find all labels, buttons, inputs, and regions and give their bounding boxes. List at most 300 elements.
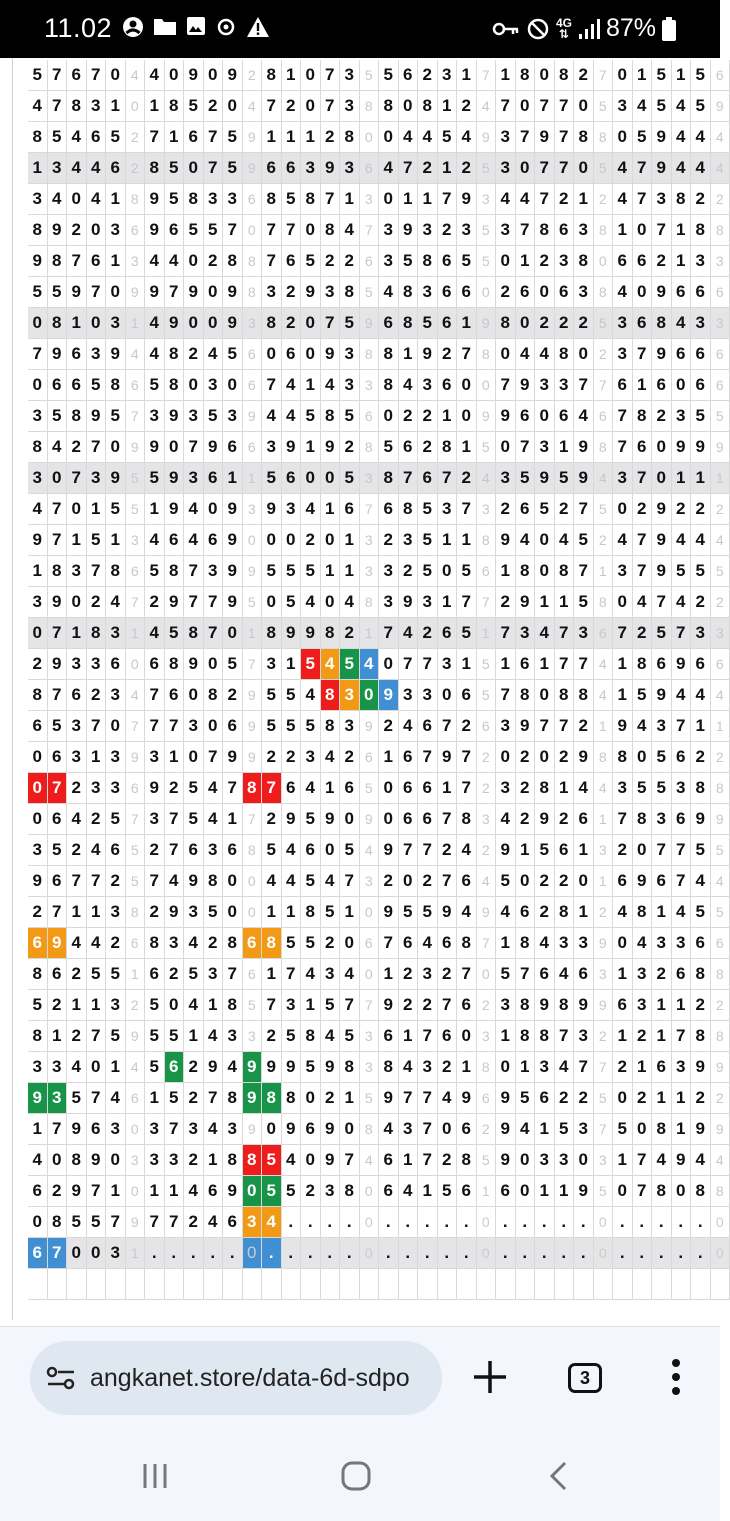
table-cell: 5 bbox=[126, 866, 146, 897]
table-cell: 4 bbox=[379, 277, 399, 308]
table-cell: 9 bbox=[360, 308, 380, 339]
table-cell: 2 bbox=[282, 308, 302, 339]
table-cell: 3 bbox=[535, 1145, 555, 1176]
table-cell: 5 bbox=[594, 494, 614, 525]
table-cell: 7 bbox=[282, 959, 302, 990]
table-cell: 0 bbox=[399, 866, 419, 897]
table-cell: 2 bbox=[711, 990, 730, 1021]
table-cell: 0 bbox=[301, 339, 321, 370]
table-cell: 4 bbox=[145, 525, 165, 556]
table-cell: 7 bbox=[321, 184, 341, 215]
table-cell: 7 bbox=[477, 60, 497, 91]
table-cell: 7 bbox=[340, 866, 360, 897]
table-row bbox=[28, 618, 730, 649]
table-cell: 9 bbox=[87, 1145, 107, 1176]
table-cell: 1 bbox=[418, 184, 438, 215]
table-cell: 0 bbox=[28, 370, 48, 401]
table-cell: . bbox=[633, 1207, 653, 1238]
table-cell: 7 bbox=[633, 1145, 653, 1176]
table-cell: 4 bbox=[535, 339, 555, 370]
table-cell: 9 bbox=[243, 122, 263, 153]
table-cell: 0 bbox=[262, 587, 282, 618]
table-cell: 8 bbox=[165, 556, 185, 587]
table-cell: . bbox=[672, 1238, 692, 1269]
table-cell: 7 bbox=[262, 215, 282, 246]
table-cell: 7 bbox=[535, 153, 555, 184]
table-cell: 0 bbox=[184, 308, 204, 339]
table-cell: 1 bbox=[340, 897, 360, 928]
battery-percent: 87% bbox=[606, 14, 656, 43]
data-table-area[interactable] bbox=[0, 58, 720, 1326]
empty-cell bbox=[633, 1269, 653, 1300]
table-cell: 4 bbox=[633, 587, 653, 618]
table-cell: 6 bbox=[67, 370, 87, 401]
table-cell: 3 bbox=[379, 246, 399, 277]
table-cell: 4 bbox=[379, 153, 399, 184]
table-cell: 6 bbox=[28, 928, 48, 959]
table-cell: 4 bbox=[67, 804, 87, 835]
table-cell: 5 bbox=[360, 60, 380, 91]
table-cell: 1 bbox=[145, 1176, 165, 1207]
table-cell: . bbox=[340, 1207, 360, 1238]
table-cell: 2 bbox=[243, 60, 263, 91]
empty-cell bbox=[652, 1269, 672, 1300]
table-cell: 9 bbox=[574, 463, 594, 494]
table-cell: 1 bbox=[399, 339, 419, 370]
table-cell: 3 bbox=[106, 990, 126, 1021]
table-cell: 8 bbox=[477, 339, 497, 370]
table-cell: 6 bbox=[223, 432, 243, 463]
table-cell: 3 bbox=[301, 742, 321, 773]
table-cell: 0 bbox=[594, 246, 614, 277]
table-cell: 2 bbox=[418, 153, 438, 184]
table-cell: 4 bbox=[711, 866, 730, 897]
table-cell: 6 bbox=[613, 990, 633, 1021]
table-cell: 3 bbox=[28, 463, 48, 494]
home-icon[interactable] bbox=[340, 1460, 372, 1492]
table-cell: 0 bbox=[594, 1207, 614, 1238]
table-cell: 6 bbox=[399, 742, 419, 773]
table-cell: 7 bbox=[145, 1207, 165, 1238]
table-cell: 4 bbox=[555, 525, 575, 556]
table-cell: 6 bbox=[282, 773, 302, 804]
table-cell: 9 bbox=[223, 60, 243, 91]
table-cell: 5 bbox=[438, 1176, 458, 1207]
table-cell: 6 bbox=[126, 773, 146, 804]
table-cell: 6 bbox=[243, 432, 263, 463]
table-cell: 5 bbox=[301, 246, 321, 277]
table-cell: 5 bbox=[652, 742, 672, 773]
table-cell: 3 bbox=[87, 339, 107, 370]
table-cell: 7 bbox=[496, 91, 516, 122]
table-cell: 2 bbox=[438, 959, 458, 990]
table-cell: 8 bbox=[477, 525, 497, 556]
table-cell: 3 bbox=[165, 928, 185, 959]
table-cell: 1 bbox=[438, 525, 458, 556]
back-icon[interactable] bbox=[548, 1460, 568, 1492]
table-cell: 0 bbox=[613, 494, 633, 525]
table-cell: 7 bbox=[165, 277, 185, 308]
table-cell: 8 bbox=[106, 556, 126, 587]
table-cell: 3 bbox=[282, 990, 302, 1021]
table-cell: 4 bbox=[28, 494, 48, 525]
table-cell: 7 bbox=[613, 432, 633, 463]
table-cell: 5 bbox=[145, 463, 165, 494]
table-cell: 4 bbox=[418, 122, 438, 153]
table-cell: . bbox=[184, 1238, 204, 1269]
table-cell: 4 bbox=[67, 928, 87, 959]
table-cell: 6 bbox=[243, 370, 263, 401]
table-cell: 8 bbox=[516, 680, 536, 711]
table-cell: 9 bbox=[48, 928, 68, 959]
table-cell: 2 bbox=[184, 1145, 204, 1176]
table-cell: 7 bbox=[48, 897, 68, 928]
table-cell: 6 bbox=[555, 401, 575, 432]
table-cell: 8 bbox=[223, 246, 243, 277]
table-cell: 9 bbox=[243, 1114, 263, 1145]
empty-cell bbox=[574, 1269, 594, 1300]
table-cell: 3 bbox=[360, 463, 380, 494]
table-cell: 4 bbox=[360, 649, 380, 680]
empty-cell bbox=[48, 1269, 68, 1300]
table-cell: 2 bbox=[691, 1083, 711, 1114]
table-cell: 6 bbox=[165, 525, 185, 556]
table-cell: 6 bbox=[496, 1176, 516, 1207]
table-cell: 5 bbox=[555, 1114, 575, 1145]
table-cell: 7 bbox=[613, 618, 633, 649]
table-cell: 3 bbox=[340, 680, 360, 711]
table-cell: 4 bbox=[613, 184, 633, 215]
table-cell: 0 bbox=[516, 308, 536, 339]
table-cell: 7 bbox=[340, 990, 360, 1021]
table-cell: 9 bbox=[360, 804, 380, 835]
table-cell: 9 bbox=[106, 463, 126, 494]
table-cell: 8 bbox=[204, 680, 224, 711]
table-cell: 7 bbox=[48, 618, 68, 649]
table-cell: 2 bbox=[535, 246, 555, 277]
table-cell: 3 bbox=[126, 1145, 146, 1176]
table-cell: 9 bbox=[243, 1083, 263, 1114]
table-cell: 9 bbox=[457, 1083, 477, 1114]
table-cell: 3 bbox=[360, 184, 380, 215]
table-cell: 9 bbox=[223, 587, 243, 618]
table-cell: 4 bbox=[594, 463, 614, 494]
empty-cell bbox=[28, 1269, 48, 1300]
table-cell: 5 bbox=[184, 804, 204, 835]
address-bar[interactable] bbox=[30, 1341, 442, 1415]
table-cell: 8 bbox=[516, 1021, 536, 1052]
table-cell: 2 bbox=[594, 339, 614, 370]
table-cell: 8 bbox=[243, 835, 263, 866]
table-cell: 1 bbox=[145, 1083, 165, 1114]
table-cell: 5 bbox=[594, 91, 614, 122]
table-cell: 3 bbox=[379, 556, 399, 587]
table-cell: 2 bbox=[165, 959, 185, 990]
table-cell: 0 bbox=[340, 1114, 360, 1145]
table-cell: 3 bbox=[106, 618, 126, 649]
table-cell: 7 bbox=[126, 587, 146, 618]
table-cell: 7 bbox=[145, 122, 165, 153]
table-cell: 0 bbox=[340, 928, 360, 959]
table-cell: 9 bbox=[165, 401, 185, 432]
table-cell: 0 bbox=[652, 463, 672, 494]
table-cell: 3 bbox=[496, 122, 516, 153]
table-cell: 3 bbox=[613, 556, 633, 587]
table-cell: 7 bbox=[555, 91, 575, 122]
new-tab-plus-icon[interactable] bbox=[468, 1355, 512, 1399]
table-cell: . bbox=[652, 1207, 672, 1238]
table-cell: 0 bbox=[633, 277, 653, 308]
table-cell: 8 bbox=[379, 1052, 399, 1083]
table-cell: 7 bbox=[672, 711, 692, 742]
table-cell: . bbox=[496, 1238, 516, 1269]
table-cell: 1 bbox=[594, 804, 614, 835]
table-cell: 6 bbox=[67, 339, 87, 370]
table-cell: 6 bbox=[613, 370, 633, 401]
table-cell: 2 bbox=[691, 494, 711, 525]
table-cell: 5 bbox=[282, 680, 302, 711]
table-cell: 0 bbox=[633, 742, 653, 773]
table-cell: . bbox=[321, 1238, 341, 1269]
table-cell: 3 bbox=[360, 866, 380, 897]
table-cell: 1 bbox=[379, 959, 399, 990]
table-cell: 8 bbox=[321, 215, 341, 246]
table-cell: 9 bbox=[67, 1114, 87, 1145]
table-cell: 5 bbox=[340, 463, 360, 494]
table-cell: 9 bbox=[652, 494, 672, 525]
table-cell: 7 bbox=[457, 773, 477, 804]
table-cell: 8 bbox=[301, 1021, 321, 1052]
table-cell: 9 bbox=[574, 990, 594, 1021]
table-cell: 1 bbox=[282, 649, 302, 680]
table-cell: 5 bbox=[262, 680, 282, 711]
table-cell: 0 bbox=[243, 1238, 263, 1269]
table-cell: 9 bbox=[165, 463, 185, 494]
table-cell: 5 bbox=[106, 959, 126, 990]
table-cell: . bbox=[262, 1238, 282, 1269]
table-cell: 3 bbox=[379, 215, 399, 246]
table-cell: 8 bbox=[321, 680, 341, 711]
table-cell: 0 bbox=[243, 525, 263, 556]
table-cell: 2 bbox=[399, 401, 419, 432]
table-row bbox=[28, 1176, 730, 1207]
table-cell: 1 bbox=[106, 246, 126, 277]
table-cell: 5 bbox=[535, 835, 555, 866]
table-cell: 1 bbox=[672, 215, 692, 246]
table-cell: 1 bbox=[516, 246, 536, 277]
url-text[interactable]: angkanet.store/data-6d-sdpo bbox=[90, 1364, 430, 1393]
table-cell: 9 bbox=[438, 742, 458, 773]
table-cell: 3 bbox=[360, 1021, 380, 1052]
table-cell: 6 bbox=[691, 277, 711, 308]
table-cell: 3 bbox=[711, 246, 730, 277]
table-cell: 7 bbox=[496, 618, 516, 649]
table-cell: 4 bbox=[282, 370, 302, 401]
table-cell: 2 bbox=[418, 401, 438, 432]
table-cell: 6 bbox=[613, 866, 633, 897]
table-cell: 3 bbox=[145, 742, 165, 773]
table-cell: 0 bbox=[535, 60, 555, 91]
table-cell: . bbox=[496, 1207, 516, 1238]
table-cell: 5 bbox=[457, 618, 477, 649]
table-cell: 4 bbox=[67, 153, 87, 184]
table-row bbox=[28, 711, 730, 742]
table-cell: 6 bbox=[477, 556, 497, 587]
table-cell: 9 bbox=[477, 308, 497, 339]
table-cell: 3 bbox=[87, 649, 107, 680]
table-cell: 5 bbox=[165, 184, 185, 215]
table-cell: 3 bbox=[223, 1114, 243, 1145]
table-cell: 6 bbox=[711, 277, 730, 308]
table-cell: 9 bbox=[223, 277, 243, 308]
table-cell: 5 bbox=[67, 1207, 87, 1238]
table-cell: 6 bbox=[184, 122, 204, 153]
table-cell: 3 bbox=[574, 618, 594, 649]
table-cell: . bbox=[535, 1207, 555, 1238]
table-cell: 3 bbox=[223, 401, 243, 432]
table-cell: 8 bbox=[399, 277, 419, 308]
table-cell: 1 bbox=[477, 1176, 497, 1207]
table-cell: 8 bbox=[165, 649, 185, 680]
table-cell: 9 bbox=[165, 587, 185, 618]
table-cell: 1 bbox=[321, 494, 341, 525]
table-cell: 5 bbox=[223, 339, 243, 370]
table-cell: 7 bbox=[516, 122, 536, 153]
table-cell: 7 bbox=[535, 91, 555, 122]
table-row bbox=[28, 215, 730, 246]
table-cell: 4 bbox=[711, 525, 730, 556]
table-row bbox=[28, 463, 730, 494]
table-cell: 5 bbox=[28, 990, 48, 1021]
table-cell: 9 bbox=[691, 1052, 711, 1083]
table-cell: 7 bbox=[87, 1083, 107, 1114]
table-cell: 0 bbox=[67, 587, 87, 618]
table-cell: 7 bbox=[516, 959, 536, 990]
empty-cell bbox=[418, 1269, 438, 1300]
table-cell: 3 bbox=[184, 897, 204, 928]
table-cell: 1 bbox=[399, 1145, 419, 1176]
table-cell: 9 bbox=[184, 60, 204, 91]
table-cell: 6 bbox=[223, 1207, 243, 1238]
table-cell: 0 bbox=[457, 1021, 477, 1052]
table-cell: 5 bbox=[633, 122, 653, 153]
table-cell: 2 bbox=[438, 1145, 458, 1176]
table-cell: 3 bbox=[204, 959, 224, 990]
table-cell: 4 bbox=[574, 773, 594, 804]
table-cell: 5 bbox=[126, 463, 146, 494]
recent-apps-icon[interactable] bbox=[141, 1461, 171, 1491]
table-cell: 0 bbox=[204, 649, 224, 680]
table-cell: 4 bbox=[282, 866, 302, 897]
table-cell: 1 bbox=[165, 742, 185, 773]
table-cell: 7 bbox=[321, 60, 341, 91]
table-cell: 8 bbox=[165, 339, 185, 370]
table-cell: 0 bbox=[67, 1238, 87, 1269]
table-cell: 0 bbox=[223, 618, 243, 649]
table-cell: 9 bbox=[574, 432, 594, 463]
table-cell: 8 bbox=[28, 122, 48, 153]
table-cell: 4 bbox=[301, 680, 321, 711]
table-cell: 4 bbox=[633, 928, 653, 959]
table-cell: 2 bbox=[477, 1114, 497, 1145]
table-cell: 0 bbox=[516, 1176, 536, 1207]
table-cell: 8 bbox=[438, 432, 458, 463]
site-settings-icon[interactable] bbox=[46, 1365, 76, 1391]
table-cell: 3 bbox=[477, 804, 497, 835]
table-cell: 8 bbox=[223, 990, 243, 1021]
table-cell: 2 bbox=[262, 1021, 282, 1052]
table-cell: 9 bbox=[652, 525, 672, 556]
table-cell: . bbox=[399, 1238, 419, 1269]
table-cell: 7 bbox=[28, 339, 48, 370]
table-cell: 1 bbox=[633, 370, 653, 401]
table-cell: 2 bbox=[613, 835, 633, 866]
table-cell: 6 bbox=[204, 1176, 224, 1207]
table-cell: 3 bbox=[184, 463, 204, 494]
table-cell: 8 bbox=[360, 339, 380, 370]
table-cell: 0 bbox=[516, 153, 536, 184]
table-cell: 2 bbox=[67, 1021, 87, 1052]
table-cell: 3 bbox=[28, 1052, 48, 1083]
table-cell: 7 bbox=[379, 618, 399, 649]
table-cell: 2 bbox=[594, 525, 614, 556]
table-cell: 4 bbox=[262, 401, 282, 432]
table-cell: 7 bbox=[48, 60, 68, 91]
table-cell: 0 bbox=[28, 1207, 48, 1238]
empty-cell bbox=[672, 1269, 692, 1300]
table-cell: 9 bbox=[652, 277, 672, 308]
table-cell: 0 bbox=[496, 742, 516, 773]
table-cell: 0 bbox=[360, 680, 380, 711]
table-cell: 8 bbox=[262, 308, 282, 339]
table-cell: 4 bbox=[126, 339, 146, 370]
table-cell: 1 bbox=[340, 556, 360, 587]
table-cell: 8 bbox=[301, 184, 321, 215]
table-cell: 9 bbox=[126, 277, 146, 308]
table-cell: 6 bbox=[184, 835, 204, 866]
table-cell: 8 bbox=[282, 1083, 302, 1114]
table-cell: 4 bbox=[516, 184, 536, 215]
empty-cell bbox=[457, 1269, 477, 1300]
table-cell: 9 bbox=[126, 1207, 146, 1238]
table-cell: . bbox=[321, 1207, 341, 1238]
table-cell: 7 bbox=[204, 742, 224, 773]
more-menu-icon[interactable] bbox=[666, 1355, 686, 1399]
table-cell: 4 bbox=[321, 866, 341, 897]
table-cell: 0 bbox=[28, 742, 48, 773]
table-cell: 1 bbox=[282, 897, 302, 928]
table-cell: 9 bbox=[477, 897, 497, 928]
tab-switcher-button[interactable]: 3 bbox=[568, 1363, 602, 1393]
table-cell: 9 bbox=[496, 401, 516, 432]
table-cell: 1 bbox=[457, 60, 477, 91]
table-cell: 7 bbox=[672, 866, 692, 897]
table-cell: 0 bbox=[321, 525, 341, 556]
table-cell: 9 bbox=[204, 432, 224, 463]
table-cell: 9 bbox=[457, 184, 477, 215]
table-cell: 7 bbox=[223, 773, 243, 804]
table-cell: 5 bbox=[282, 711, 302, 742]
table-cell: 0 bbox=[243, 866, 263, 897]
table-cell: 5 bbox=[243, 990, 263, 1021]
table-cell: 6 bbox=[672, 742, 692, 773]
table-cell: 6 bbox=[126, 928, 146, 959]
table-cell: 8 bbox=[516, 990, 536, 1021]
table-cell: 5 bbox=[340, 649, 360, 680]
table-cell: 2 bbox=[652, 959, 672, 990]
table-cell: 5 bbox=[282, 928, 302, 959]
table-cell: 2 bbox=[574, 1083, 594, 1114]
